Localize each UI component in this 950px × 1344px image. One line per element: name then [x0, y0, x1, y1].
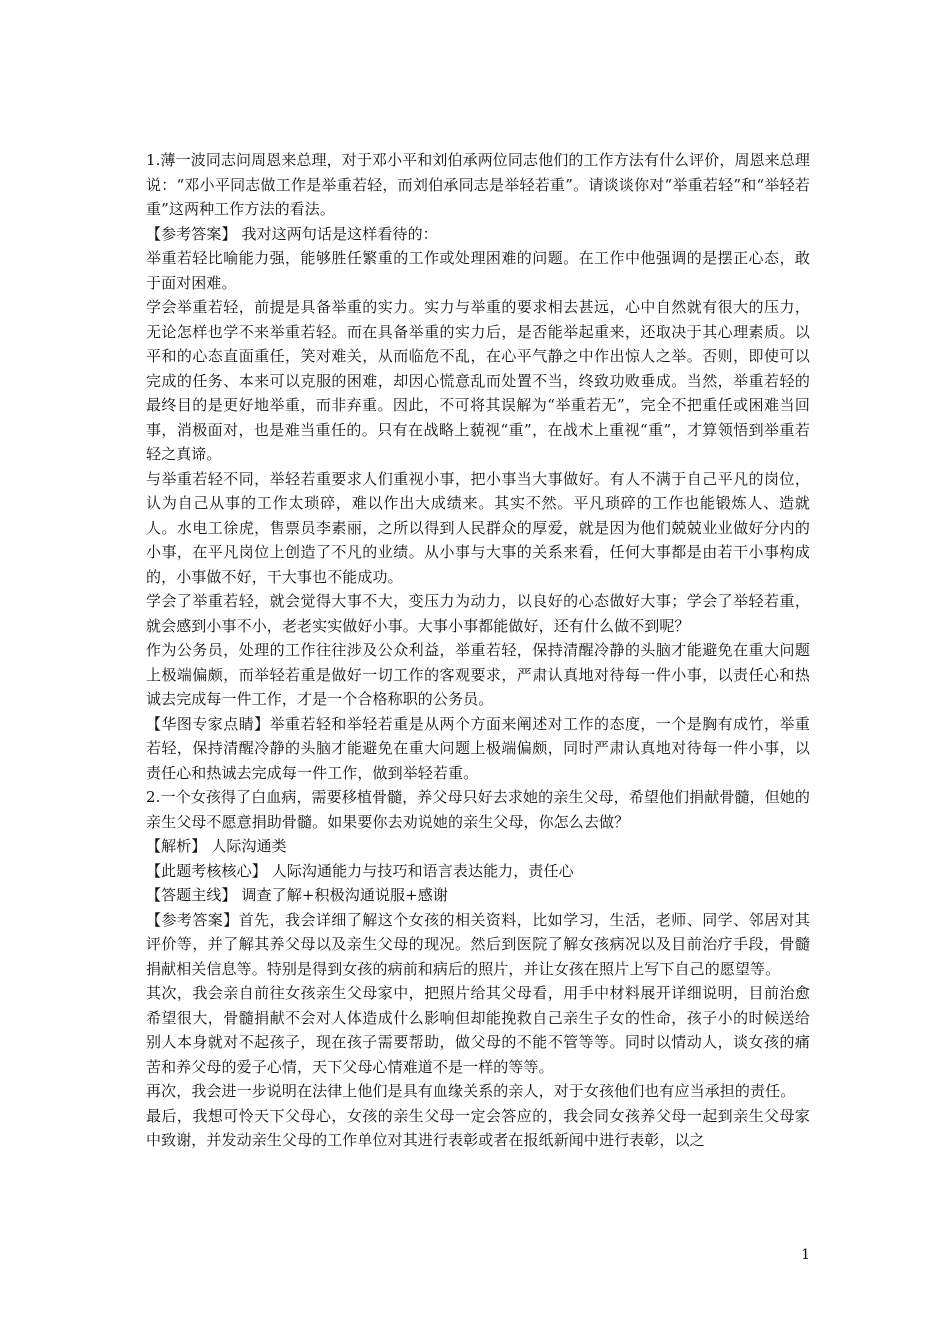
- answer-paragraph: 【参考答案】首先，我会详细了解这个女孩的相关资料，比如学习，生活，老师、同学、邻居对其评价等，并了解其养父母以及亲生父母的现况。然后到医院了解女孩病况以及目前治疗手段，骨髓捐献相关信息等。特别是得到女孩的病前和病后的照片，并让女孩在照片上写下自己的愿望等。: [146, 910, 810, 978]
- answer-paragraph: 与举重若轻不同，举轻若重要求人们重视小事，把小事当大事做好。有人不满于自己平凡的岗位，认为自己从事的工作太琐碎，难以作出大成绩来。其实不然。平凡琐碎的工作也能锻炼人、造就人。水电工徐虎，售票员李素丽，之所以得到人民群众的厚爱，就是因为他们兢兢业业做好分内的小事，在平凡岗位上创造了不凡的业绩。从小事与大事的关系来看，任何大事都是由若干小事构成的，小事做不好，干大事也不能成功。: [146, 469, 810, 586]
- page-number: 1: [801, 1247, 810, 1263]
- answer-paragraph: 再次，我会进一步说明在法律上他们是具有血缘关系的亲人，对于女孩他们也有应当承担的责任。: [146, 1082, 796, 1100]
- expert-comment: 【华图专家点睛】举重若轻和举轻若重是从两个方面来阐述对工作的态度，一个是胸有成竹，举重若轻，保持清醒冷静的头脑才能避免在重大问题上极端偏颇，同时严肃认真地对待每一件小事，以责任心和热诚去完成每一件工作，做到举轻若重。: [146, 714, 810, 782]
- answer-paragraph: 最后，我想可怜天下父母心，女孩的亲生父母一定会答应的，我会同女孩养父母一起到亲生父母家中致谢，并发动亲生父母的工作单位对其进行表彰或者在报纸新闻中进行表彰，以之: [146, 1106, 810, 1149]
- answer-paragraph: 举重若轻比喻能力强，能够胜任繁重的工作或处理困难的问题。在工作中他强调的是摆正心态，敢于面对困难。: [146, 249, 810, 292]
- document-body: [146, 148, 810, 1153]
- core-assessment-line: 【此题考核核心】 人际沟通能力与技巧和语言表达能力，责任心: [146, 861, 574, 880]
- question-1: 1.薄一波同志问周恩来总理，对于邓小平和刘伯承两位同志他们的工作方法有什么评价，周恩来总理说：“邓小平同志做工作是举重若轻，而刘伯承同志是举轻若重”。请谈谈你对“举重若轻”和“举轻若重”这两种工作方法的看法。: [146, 151, 810, 218]
- answer-mainline: 【答题主线】 调查了解+积极沟通说服+感谢: [146, 886, 449, 904]
- answer-paragraph: 学会举重若轻，前提是具备举重的实力。实力与举重的要求相去甚远，心中自然就有很大的压力，无论怎样也学不来举重若轻。而在具备举重的实力后，是否能举起重来，还取决于其心理素质。以平和的心态直面重任，笑对难关，从而临危不乱，在心平气静之中作出惊人之举。否则，即使可以完成的任务、本来可以克服的困难，却因心慌意乱而处置不当，终致功败垂成。当然，举重若轻的最终目的是更好地举重，而非弃重。因此，不可将其误解为“举重若无”，完全不把重任或困难当回事，消极面对，也是难当重任的。只有在战略上藐视“重”，在战术上重视“重”，才算领悟到举重若轻之真谛。: [146, 298, 810, 463]
- answer-paragraph: 作为公务员，处理的工作往往涉及公众利益，举重若轻，保持清醒冷静的头脑才能避免在重大问题上极端偏颇，而举轻若重是做好一切工作的客观要求，严肃认真地对待每一件小事，以责任心和热诚去完成每一件工作，才是一个合格称职的公务员。: [146, 641, 810, 708]
- question-2: 2.一个女孩得了白血病，需要移植骨髓，养父母只好去求她的亲生父母，希望他们捐献骨髓，但她的亲生父母不愿意捐助骨髓。如果要你去劝说她的亲生父母，你怎么去做？: [146, 788, 810, 831]
- answer-paragraph: 其次，我会亲自前往女孩亲生父母家中，把照片给其父母看，用手中材料展开详细说明，目前治愈希望很大，骨髓捐献不会对人体造成什么影响但却能挽救自己亲生子女的性命，孩子小的时候送给别人本身就对不起孩子，现在孩子需要帮助，做父母的不能不管等等。同时以情动人，谈女孩的痛苦和养父母的爱子心情，天下父母心情难道不是一样的等等。: [146, 984, 810, 1076]
- answer-heading-1: 【参考答案】 我对这两句话是这样看待的：: [146, 224, 438, 243]
- analysis-line: 【解析】 人际沟通类: [146, 837, 287, 855]
- answer-paragraph: 学会了举重若轻，就会觉得大事不大，变压力为动力，以良好的心态做好大事；学会了举轻若重，就会感到小事不小，老老实实做好小事。大事小事都能做好，还有什么做不到呢？: [146, 592, 810, 635]
